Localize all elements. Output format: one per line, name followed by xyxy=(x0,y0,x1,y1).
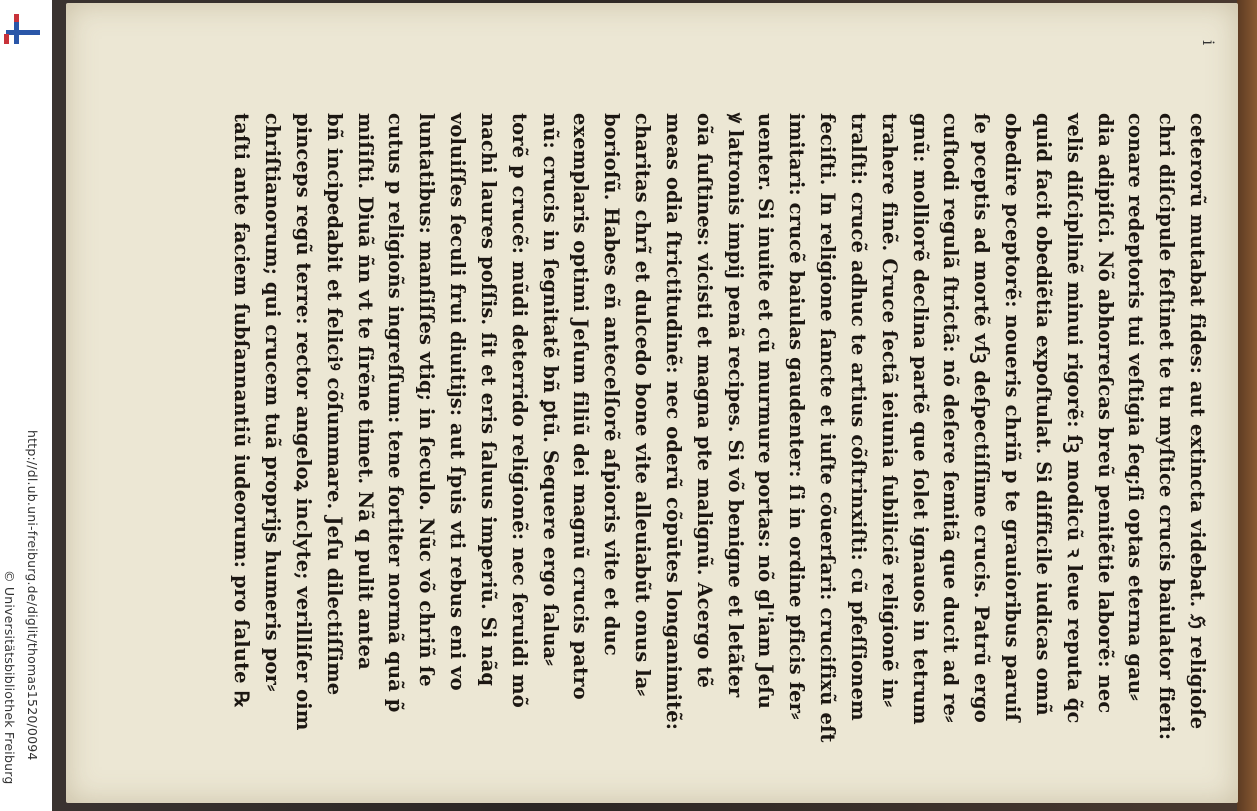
text-line: torẽ p crucẽ: mũdi deterrido religionẽ: nec ſeruidi mõ xyxy=(507,113,531,708)
text-line: voluiſſes ſeculi frui diuitijs: aut ſpɩis vti rebus eni vo xyxy=(446,113,470,691)
text-line: ſe pceptis ad mortẽ vſꝫ deſpectiſſime crucis. Patrũ ergo xyxy=(970,113,994,723)
scanned-page xyxy=(66,3,1238,803)
text-line: uenter. Si inuite et cũ murmure portas: nõ gl'iam Jeſu xyxy=(754,113,778,709)
text-line: dia adipiſci. Nõ abhorreſcas breũ penitẽtie laborẽ: nec xyxy=(1093,113,1117,714)
text-line: exemplaris optimi Jeſum filiũ dei magnũ crucis patro xyxy=(569,113,593,700)
text-line: ceterorũ mutabat fides: aut extincta videbat. ℌ religioſe xyxy=(1186,113,1209,730)
text-line: tralſti: crucẽ adhuc te artius cõſtrinxiſti: cũ pfeſſionem xyxy=(846,113,870,721)
text-line: borioſũ. Habes eñ antecelſorẽ aſpioris vite et duc xyxy=(600,113,624,656)
source-url[interactable]: http://dl.ub.uni-freiburg.de/diglit/thomas1520/0094 xyxy=(25,430,40,761)
text-line: nachi laures poſſis. ſit et eris ſaluus imperiũ. Si nãq xyxy=(476,113,500,687)
text-line: chriſtianorum; qui crucem tuã proprijs humeris por⸗ xyxy=(261,113,285,692)
viewer-sidebar xyxy=(0,0,52,811)
text-line: trahere finẽ. Cruce ſectã ieiunia ſubiliciẽ religionẽ in⸗ xyxy=(877,113,901,708)
text-block xyxy=(231,113,1216,783)
text-line: obedire pceptorẽ: noueris chriñ p te grauioribus paruiſ xyxy=(1001,113,1025,722)
text-line: feciſti. In religione ſancte et iuſte cõuerſari: crucifixũ eſt xyxy=(816,113,840,743)
text-line: imitari: crucẽ baiulas gaudenter: ſi in ordine pficis fer⸗ xyxy=(785,113,809,720)
page-corner-mark: i xyxy=(1199,39,1219,46)
text-line: chri diſcipule feſtinet te tu myſtice crucis baiulator fieri: xyxy=(1155,113,1179,741)
text-line: pinceps regũ terre: rector angeloꝝ inclyte; verilliſer oim xyxy=(291,113,315,731)
copyright-notice: © Universitätsbibliothek Freiburg xyxy=(2,570,17,785)
text-line: miſiſti. Diuã ñn vt te ſirẽne timet. Nã q pulit antea xyxy=(353,113,377,670)
text-line: velis diſciplinẽ minui rigorẽ: ſꝫ modicũ ꝛ leue reputa q̃c xyxy=(1062,113,1086,724)
text-line: cutus p religioñs ingreſſum: tene fortiter normã quã p̃ xyxy=(384,113,408,713)
text-line: meas odia ſtrictitudinẽ: nec oderũ cõpūtes longanimitẽ: xyxy=(661,113,685,731)
text-line: conare redeptoris tui veſtigia ſeq;ſi optas eterna gau⸗ xyxy=(1124,113,1148,701)
text-line: cuſtodi regulã ſtrictã: nõ deſere ſemitã que ducit ad re⸗ xyxy=(939,113,963,723)
text-line: ꝟ latronis impij penã recipes. Si võ benigne et letãter xyxy=(723,113,747,698)
library-logo-icon xyxy=(2,12,42,50)
text-line: charitas chrĩ et dulcedo bone vite alleuiabũt onus la⸗ xyxy=(631,113,655,697)
text-line: taſti ante faciem ſubſannantiũ iudeorum: pro ſalute ℞ xyxy=(230,113,254,709)
text-line: gnũ: molliorẽ declina partẽ que ſolet ignauos in tetrum xyxy=(908,113,932,725)
text-line: quid facit obediẽtia expoſtulat. Si difficile iudicas omñ xyxy=(1031,113,1055,716)
text-line: oĩa ſuſtines: vicisti et magna pte malignũ. Acergo tẽ xyxy=(692,113,716,688)
text-line: bñ incipedabit et feliciꝰ cõſummare. Jeſu dilectiſſime xyxy=(322,113,346,696)
text-line: nũ: crucis in ſegnitatẽ bñ ꝑtũ. Sequere ergo ſalua⸗ xyxy=(538,113,562,666)
text-lines xyxy=(231,113,1216,783)
book-edge xyxy=(1237,0,1257,811)
text-line: luntatibus: manſiſſes vtiq; in ſeculo. Nũc võ chriñ ſe xyxy=(415,113,439,687)
